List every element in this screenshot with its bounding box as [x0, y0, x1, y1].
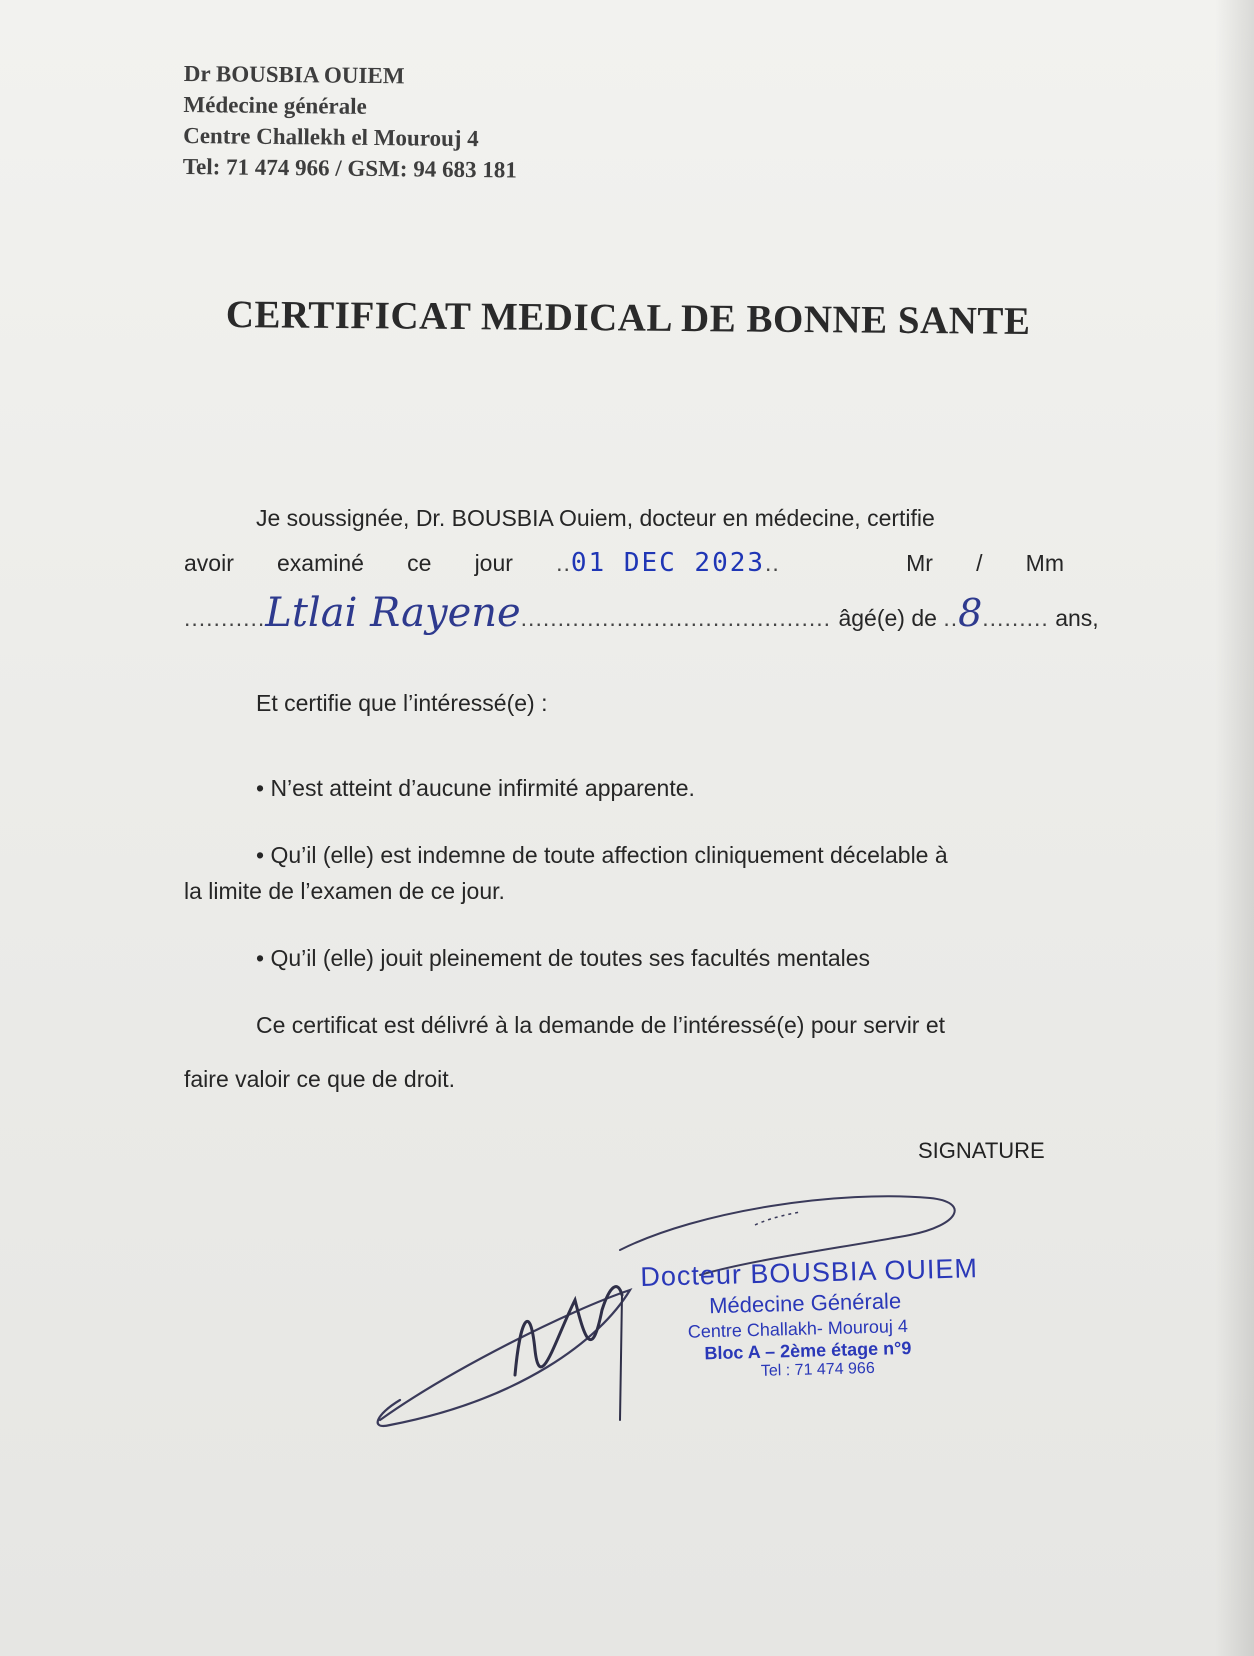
- patient-name-handwritten: Ltlai Rayene: [265, 590, 521, 636]
- signature-label: SIGNATURE: [918, 1138, 1045, 1163]
- paragraph-intro-line2: [184, 548, 1064, 578]
- age-label: âgé(e) de: [838, 605, 937, 631]
- dots: ..........................................: [520, 605, 839, 631]
- age-handwritten: 8: [958, 591, 983, 635]
- word-examine: examiné: [277, 550, 364, 576]
- bullet-3: • Qu’il (elle) jouit pleinement de toutes ses facultés mentales: [256, 945, 871, 971]
- doctor-specialty: Médecine générale: [183, 91, 367, 119]
- bullet-2-line2: la limite de l’examen de ce jour.: [184, 878, 505, 904]
- page-edge-shadow: [1215, 0, 1254, 1656]
- doctor-stamp: [640, 1252, 1043, 1384]
- certifie-line: Et certifie que l’intéressé(e) :: [256, 690, 548, 716]
- closing-line2: faire valoir ce que de droit.: [184, 1066, 456, 1092]
- doctor-phone: Tel: 71 474 966 / GSM: 94 683 181: [182, 153, 517, 183]
- ans-label: ans,: [1055, 605, 1099, 631]
- word-avoir: avoir: [184, 550, 234, 576]
- stamp-line-5: Tel : 71 474 966: [760, 1359, 875, 1380]
- mm-label: Mm: [1025, 550, 1064, 576]
- date-filled: 01 DEC 2023: [570, 548, 766, 578]
- word-jour: jour: [474, 550, 513, 576]
- stamp-line-1: Docteur BOUSBIA OUIEM: [640, 1253, 979, 1292]
- word-ce: ce: [407, 550, 432, 576]
- bullet-1: • N’est atteint d’aucune infirmité apparente.: [256, 775, 695, 801]
- stamp-line-3: Centre Challakh- Mourouj 4: [687, 1316, 909, 1342]
- doctor-name: Dr BOUSBIA OUIEM: [183, 60, 405, 89]
- dots: ..: [765, 550, 780, 576]
- letterhead: [183, 58, 518, 185]
- stamp-line-2: Médecine Générale: [708, 1288, 902, 1319]
- date-field: [556, 548, 780, 578]
- dots: .........: [982, 605, 1049, 631]
- paragraph-intro-line1: Je soussignée, Dr. BOUSBIA Ouiem, docteur en médecine, certifie: [256, 505, 935, 531]
- bullet-2-line1: • Qu’il (elle) est indemne de toute affection cliniquement décelable à: [256, 842, 948, 868]
- slash: /: [976, 550, 983, 576]
- document-title: CERTIFICAT MEDICAL DE BONNE SANTE: [225, 292, 1031, 344]
- dots: ...........: [184, 605, 266, 631]
- dots: ..: [943, 605, 959, 631]
- dots: ..: [556, 550, 571, 576]
- doctor-address: Centre Challekh el Mourouj 4: [183, 122, 479, 152]
- closing-line1: Ce certificat est délivré à la demande de l’intéressé(e) pour servir et: [256, 1012, 946, 1038]
- patient-line: [184, 590, 1099, 636]
- stamp-line-4: Bloc A – 2ème étage n°9: [704, 1337, 912, 1364]
- mr-label: Mr: [906, 550, 933, 576]
